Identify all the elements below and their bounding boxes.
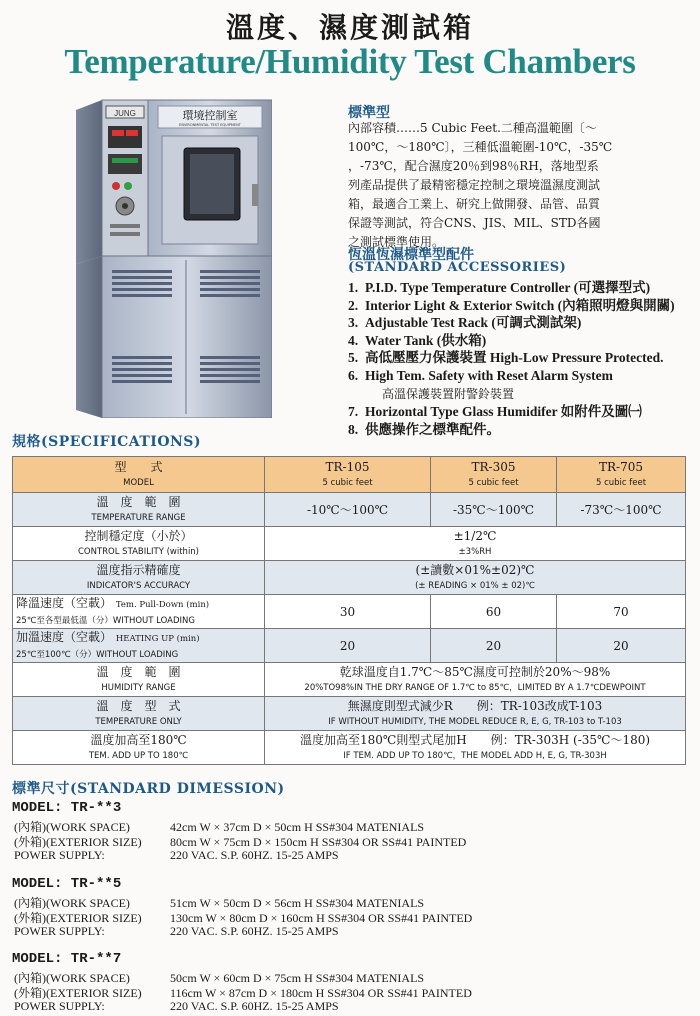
accessory-item: 4. Water Tank (供水箱): [348, 332, 487, 348]
accessories-heading-en: (STANDARD ACCESSORIES): [348, 260, 567, 275]
brand-label: JUNG: [114, 109, 136, 118]
specifications-table: [12, 456, 686, 765]
dimension-row: (外箱)(EXTERIOR SIZE) 116cm W × 87cm D × 180cm H SS#304 OR SS#41 PAINTED: [14, 986, 472, 1000]
chamber-panel-subtitle: ENVIRONMENTAL TEST EQUIPMENT: [179, 123, 241, 127]
accessory-item: 1. P.I.D. Type Temperature Controller (可選擇型式): [348, 280, 651, 295]
table-row: 溫 度 範 圍 HUMIDITY RANGE 乾球溫度自1.7℃～85℃濕度可控制於20%～98% 20%TO98%IN THE DRY RANGE OF 1.7℃ to 85℃，LIMITED BY A 1.7℃DEWPOINT: [13, 663, 686, 697]
test-chamber-illustration: [76, 96, 272, 418]
dimensions-heading: 標準尺寸(STANDARD DIMESSION): [12, 781, 285, 797]
accessories-heading-cn: 恆溫恆濕標準型配件: [348, 247, 474, 263]
model-heading: MODEL: TR-**5: [12, 876, 122, 892]
accessory-item: 5. 高低壓壓力保護裝置 High-Low Pressure Protected.: [348, 350, 664, 366]
intro-paragraph: [348, 119, 688, 252]
intro-line: 之測試標準使用。: [348, 235, 445, 249]
dimension-row: (外箱)(EXTERIOR SIZE) 80cm W × 75cm D × 150cm H SS#304 OR SS#41 PAINTED: [14, 835, 467, 849]
model-heading: MODEL: TR-**3: [12, 800, 122, 816]
table-row: 加溫速度（空載） HEATING UP (min) 25℃至100℃（分）WITHOUT LOADING 20 20 20: [13, 629, 686, 663]
table-row: 控制穩定度（小於） CONTROL STABILITY (within) ±1/2℃ ±3%RH: [13, 527, 686, 561]
table-row: 溫 度 範 圍 TEMPERATURE RANGE -10℃～100℃ -35℃～100℃ -73℃～100℃: [13, 493, 686, 527]
model-heading: MODEL: TR-**7: [12, 951, 122, 967]
intro-line: 箱，最適合工業上、研究上做開發、品管、品質: [348, 197, 601, 211]
table-row: 溫 度 型 式 TEMPERATURE ONLY 無濕度則型式減少R 例：TR-103改成T-103 IF WITHOUT HUMIDITY, THE MODEL REDUCE R, E, G, TR-103 to T-103: [13, 697, 686, 731]
dimension-row: (內箱)(WORK SPACE) 42cm W × 37cm D × 50cm H SS#304 MATENIALS: [14, 820, 425, 834]
chamber-panel-title: 環境控制室: [182, 109, 238, 122]
accessory-item: 7. Horizontal Type Glass Humidifer 如附件及圖㈠: [348, 404, 642, 420]
page-title-chinese: 溫度、濕度測試箱: [225, 11, 474, 44]
intro-line: ，-73℃，配合濕度20％到98％RH，落地型系: [348, 159, 599, 173]
page-title-english: Temperature/Humidity Test Chambers: [64, 42, 636, 81]
dimension-row: (外箱)(EXTERIOR SIZE) 130cm W × 80cm D × 160cm H SS#304 OR SS#41 PAINTED: [14, 911, 473, 925]
accessory-item: 6. High Tem. Safety with Reset Alarm System: [348, 367, 613, 383]
table-row: 溫度加高至180℃ TEM. ADD UP TO 180℃ 溫度加高至180℃則型式尾加H 例：TR-303H (-35℃～180) IF TEM. ADD UP TO 180℃，THE MODEL ADD H, E, G, TR-303H: [13, 731, 686, 765]
table-row: 溫度指示精確度 INDICATOR'S ACCURACY (±讀數×01%±02)℃ (± READING × 01% ± 02)℃: [13, 561, 686, 595]
accessory-item: 8. 供應操作之標準配件。: [348, 421, 500, 437]
accessory-item: 3. Adjustable Test Rack (可調式測試架): [348, 315, 582, 331]
dimension-row: (內箱)(WORK SPACE) 51cm W × 50cm D × 56cm H SS#304 MATENIALS: [14, 896, 425, 910]
accessory-item: 2. Interior Light & Exterior Switch (內箱照明燈與開關): [348, 297, 675, 313]
dimension-row: POWER SUPPLY: 220 VAC. S.P. 60HZ. 15-25 AMPS: [14, 999, 339, 1013]
intro-line: 保證等測試，符合CNS、JIS、MIL、STD各國: [348, 216, 601, 230]
dimension-row: POWER SUPPLY: 220 VAC. S.P. 60HZ. 15-25 AMPS: [14, 848, 339, 862]
intro-line: 內部容積……5 Cubic Feet.二種高溫範圍〔～: [348, 121, 597, 135]
table-row: 降溫速度（空載） Tem. Pull-Down (min) 25℃至各型最低溫（分）WITHOUT LOADING 30 60 70: [13, 595, 686, 629]
dimension-row: POWER SUPPLY: 220 VAC. S.P. 60HZ. 15-25 AMPS: [14, 924, 339, 938]
standard-type-heading: 標準型: [348, 105, 390, 121]
specifications-heading: 規格(SPECIFICATIONS): [12, 434, 202, 450]
accessories-list: [348, 279, 700, 438]
accessory-item: 高溫保護裝置附警鈴裝置: [382, 386, 515, 401]
dimension-row: (內箱)(WORK SPACE) 50cm W × 60cm D × 75cm H SS#304 MATENIALS: [14, 971, 425, 985]
table-row: 型 式 MODEL TR-105 5 cubic feet TR-305 5 cubic feet TR-705 5 cubic feet: [13, 457, 686, 493]
intro-line: 100℃，～180℃〕，三種低溫範圍-10℃，-35℃: [348, 140, 613, 154]
intro-line: 列產品提供了最精密穩定控制之環境溫濕度測試: [348, 178, 601, 192]
